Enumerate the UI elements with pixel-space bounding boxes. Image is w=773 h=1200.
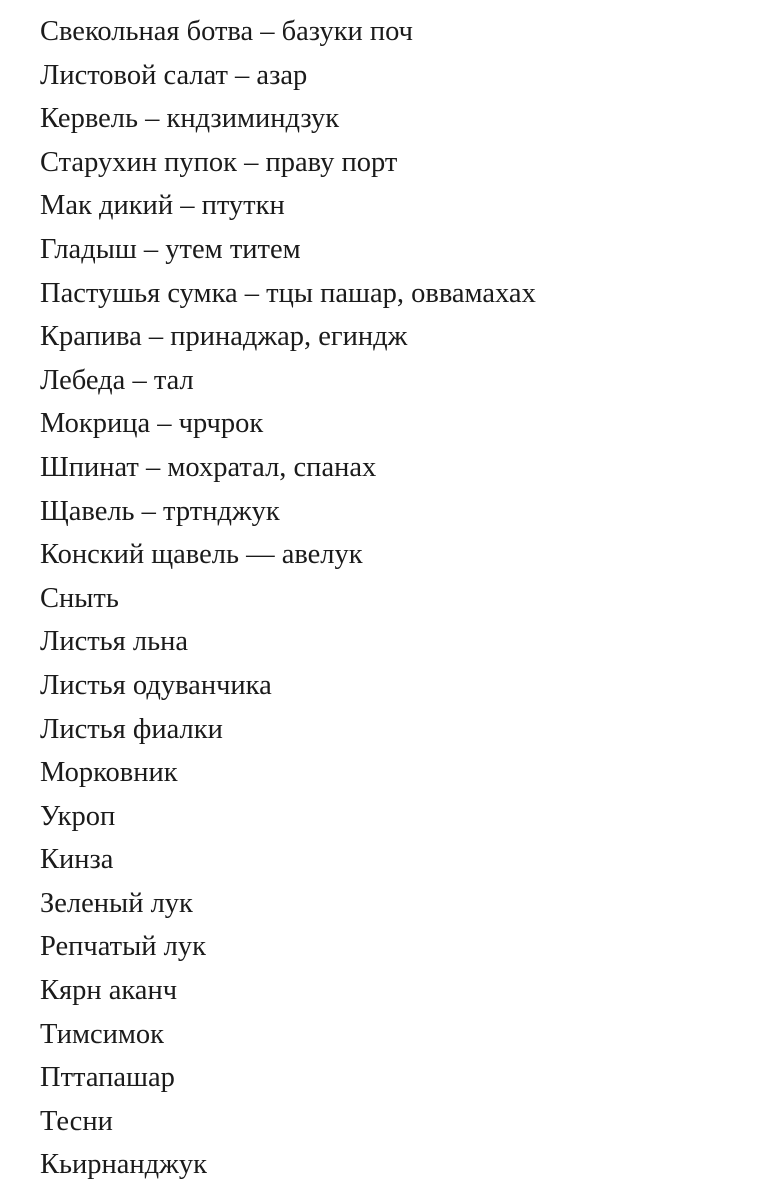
document-page: [40, 10, 773, 1187]
list-item: Листовой салат – азар: [40, 59, 308, 91]
list-item: Кервель – кндзиминдзук: [40, 103, 340, 135]
list-item: Лебеда – тал: [40, 364, 194, 396]
list-item: Пастушья сумка – тцы пашар, оввамахах: [40, 277, 536, 309]
list-item: Морковник: [40, 757, 178, 789]
list-item: Кьирнанджук: [40, 1149, 207, 1181]
herb-list: [40, 10, 773, 1187]
list-item: Листья одуванчика: [40, 669, 272, 701]
list-item: Конский щавель — авелук: [40, 539, 363, 571]
list-item: Укроп: [40, 800, 116, 832]
list-item: Щавель – тртнджук: [40, 495, 280, 527]
list-item: Пттапашар: [40, 1062, 175, 1094]
list-item: Репчатый лук: [40, 931, 206, 963]
list-item: Листья фиалки: [40, 713, 223, 745]
list-item: Гладыш – утем титем: [40, 233, 301, 265]
list-item: Тесни: [40, 1105, 113, 1137]
list-item: Свекольная ботва – базуки поч: [40, 16, 414, 47]
list-item: Тимсимок: [40, 1018, 165, 1050]
list-item: Старухин пупок – праву порт: [40, 146, 398, 178]
list-item: Сныть: [40, 582, 119, 614]
list-item: Зеленый лук: [40, 887, 193, 919]
list-item: Кинза: [40, 844, 114, 876]
list-item: Шпинат – мохратал, спанах: [40, 451, 377, 483]
list-item: Кярн аканч: [40, 975, 178, 1007]
list-item: Листья льна: [40, 626, 189, 658]
list-item: Мак дикий – птуткн: [40, 190, 285, 222]
list-item: Крапива – принаджар, егиндж: [40, 321, 408, 353]
list-item: Мокрица – чрчрок: [40, 408, 264, 440]
